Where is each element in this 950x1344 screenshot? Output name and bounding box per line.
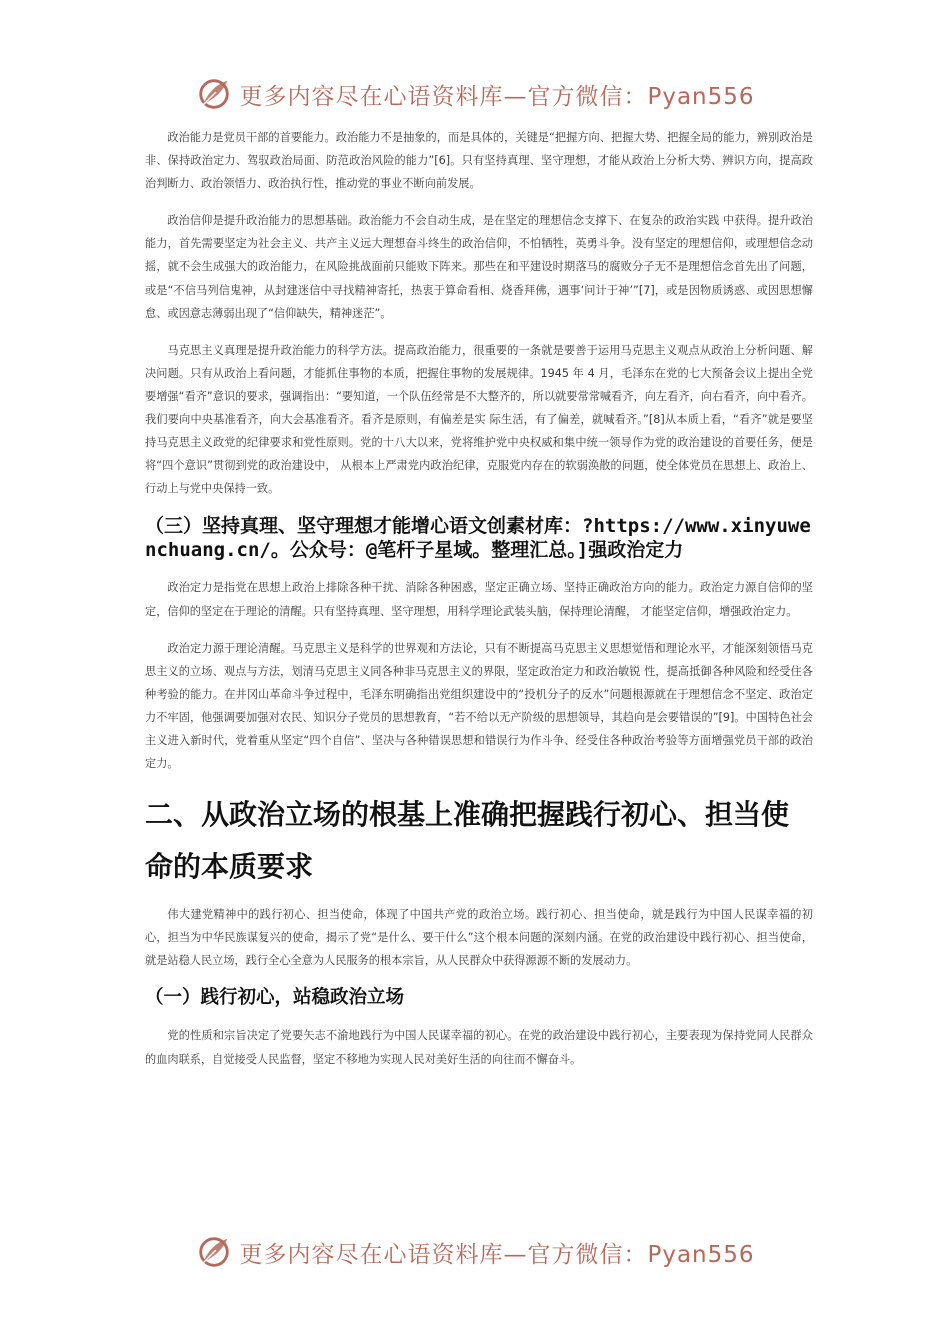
document-body [145, 126, 813, 1085]
header-watermark-banner [0, 64, 950, 124]
body-paragraph: 马克思主义真理是提升政治能力的科学方法。提高政治能力，很重要的一条就是要善于运用马克思主义观点从政治上分析问题、解决问题。只有从政治上看问题，才能抓住事物的本质，把握住事物的发展规律。1945 年 4 月，毛泽东在党的七大预备会议上提出全党要增强“看齐”意识的要求，强调指出：“要知道，一个队伍经常是不大整齐的，所以就要常常喊看齐，向左看齐，向右看齐，向中看齐。我们要向中央基准看齐，向大会基准看齐。看齐是原则，有偏差是实 际生活，有了偏差，就喊看齐。”[8]从本质上看，“看齐”就是要坚持马克思主义政党的纪律要求和党性原则。党的十八大以来，党将维护党中央权威和集中统一领导作为党的政治建设的首要任务，便是将“四个意识”贯彻到党的政治建设中， 从根本上严肃党内政治纪律，克服党内存在的软弱涣散的问题，使全体党员在思想上、政治上、行动上与党中央保持一致。 [145, 343, 813, 496]
body-paragraph: 政治定力源于理论清醒。马克思主义是科学的世界观和方法论，只有不断提高马克思主义思想觉悟和理论水平，才能深刻领悟马克思主义的立场、观点与方法，划清马克思主义同各种非马克思主义的界限，坚定政治定力和政治敏锐 性，提高抵御各种风险和经受住各种考验的能力。在井冈山革命斗争过程中，毛泽东明确指出党组织建设中的“投机分子的反水”问题根源就在于理想信念不坚定、政治定力不牢固，他强调要加强对农民、知识分子党员的思想教育，“若不给以无产阶级的思想领导，其趋向是会要错误的”[9]。中国特色社会主义进入新时代，党着重从坚定“四个自信”、坚决与各种错误思想和错误行为作斗争、经受住各种政治考验等方面增强党员干部的政治定力。 [145, 641, 813, 771]
subsection-heading-3: （三）坚持真理、坚守理想才能增心语文创素材库：?https://www.xinyuwenchuang.cn/。公众号：@笔杆子星域。整理汇总。]强政治定力 [145, 515, 811, 562]
body-paragraph: 党的性质和宗旨决定了党要矢志不渝地践行为中国人民谋幸福的初心。在党的政治建设中践行初心，主要表现为保持党同人民群众的血肉联系，自觉接受人民监督，坚定不移地为实现人民对美好生活的向往而不懈奋斗。 [145, 1029, 813, 1066]
feather-logo-icon [195, 1233, 233, 1271]
watermark-text: 更多内容尽在心语资料库—官方微信：Pyan556 [239, 83, 755, 110]
body-paragraph: 政治能力是党员干部的首要能力。政治能力不是抽象的，而是具体的，关键是“把握方向、把握大势、把握全局的能力，辨别政治是非、保持政治定力、驾驭政治局面、防范政治风险的能力”[6]。只有坚持真理、坚守理想，才能从政治上分析大势、辨识方向，提高政治判断力、政治领悟力、政治执行性，推动党的事业不断向前发展。 [145, 131, 813, 191]
watermark-text: 更多内容尽在心语资料库—官方微信：Pyan556 [239, 1241, 755, 1268]
body-paragraph: 伟大建党精神中的践行初心、担当使命，体现了中国共产党的政治立场。践行初心、担当使命，就是践行为中国人民谋幸福的初心，担当为中华民族谋复兴的使命，揭示了党“是什么、要干什么”这个根本问题的深刻内涵。在党的政治建设中践行初心、担当使命，就是站稳人民立场，践行全心全意为人民服务的根本宗旨，从人民群众中获得源源不断的发展动力。 [145, 908, 813, 968]
body-paragraph: 政治信仰是提升政治能力的思想基础。政治能力不会自动生成，是在坚定的理想信念支撑下、在复杂的政治实践 中获得。提升政治能力，首先需要坚定为社会主义、共产主义远大理想奋斗终生的政治信仰，不怕牺牲，英勇斗争。没有坚定的理想信仰，或理想信念动摇，就不会生成强大的政治能力，在风险挑战面前只能败下阵来。那些在和平建设时期落马的腐败分子无不是理想信念首先出了问题，或是“不信马列信鬼神，从封建迷信中寻找精神寄托，热衷于算命看相、烧香拜佛，遇事‘问计于神’”[7]，或是因物质诱惑、或因思想懈怠、或因意志薄弱出现了“信仰缺失，精神迷茫”。 [145, 214, 813, 320]
subsection-heading-1: （一）践行初心，站稳政治立场 [145, 987, 405, 1009]
footer-watermark-banner [0, 1222, 950, 1282]
section-heading-2: 二、从政治立场的根基上准确把握践行初心、担当使命的本质要求 [145, 798, 790, 884]
feather-logo-icon [195, 75, 233, 113]
body-paragraph: 政治定力是指党在思想上政治上排除各种干扰、消除各种困惑，坚定正确立场、坚持正确政治方向的能力。政治定力源自信仰的坚定，信仰的坚定在于理论的清醒。只有坚持真理、坚守理想，用科学理论武装头脑，保持理论清醒， 才能坚定信仰，增强政治定力。 [145, 581, 813, 618]
